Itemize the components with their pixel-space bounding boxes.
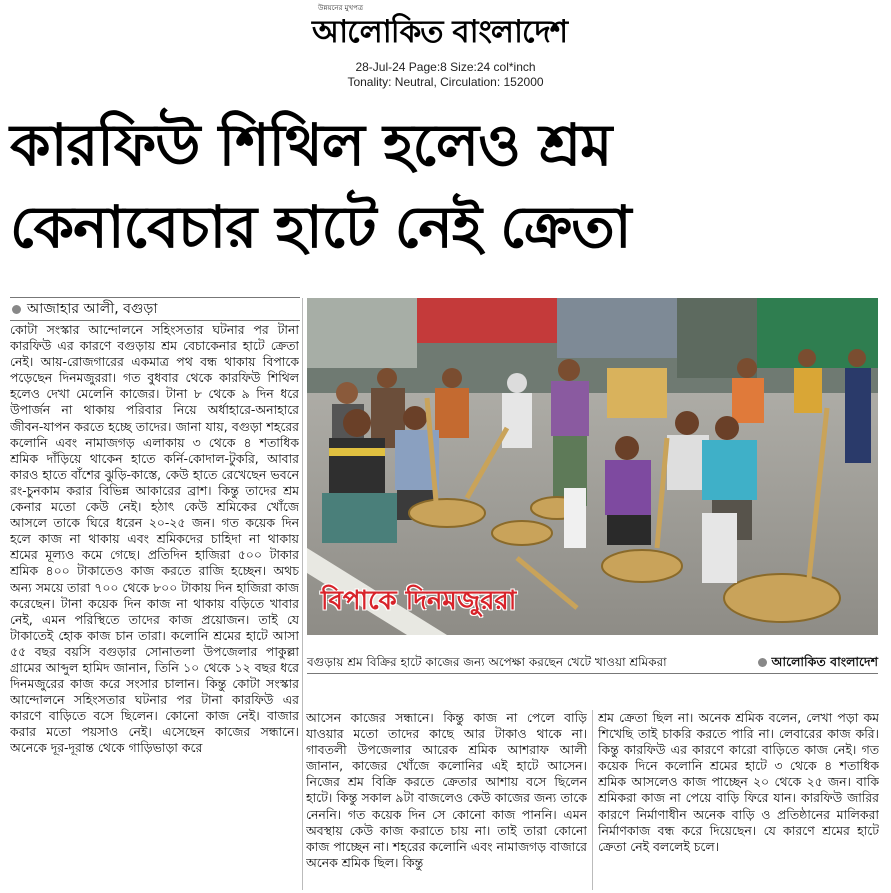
headline-line-2: কেনাবেচার হাটে নেই ক্রেতা (10, 193, 631, 261)
clipping-meta-date-page: 28-Jul-24 Page:8 Size:24 col*inch (355, 60, 536, 74)
news-photo (307, 298, 878, 635)
photo-credit-text: আলোকিত বাংলাদেশ (771, 654, 878, 669)
byline-text: আজাহার আলী, বগুড়া (27, 301, 158, 317)
photo-caption-text: বগুড়ায় শ্রম বিক্রির হাটে কাজের জন্য অপেক্ষা করছেন খেটে খাওয়া শ্রমিকরা (307, 655, 667, 669)
masthead-tagline: উন্নয়নের মুখপত্র (318, 4, 364, 12)
article-column-2: আসেন কাজের সন্ধানে। কিন্তু কাজ না পেলে বাড়ি যাওয়ার মতো তাদের কাছে আর টাকাও থাকে না। গাবতলী উপজেলার আরেক শ্রমিক আশরাফ আলী জানান, কাজের খোঁজে কলোনির এই হাটে আসেন। নিজের শ্রম বিক্রি করতে ক্রেতার আশায় বসে ছিলেন হাটে। কিন্তু সকাল ৯টা বাজলেও কেউ কাজের জন্য তাকে নেননি। গত কয়েক দিন সে কোনো কাজ পাননি। এমন অবস্থায় কেউ কাজ করাতে চায় না। তাই তারা কোনো কাজ পাচ্ছেন না। শহরের কলোনি এবং নামাজগড় বাজারে অনেক শ্রমিক ছিল। কিন্তু (306, 710, 587, 870)
photo-caption (307, 651, 878, 674)
headline-line-1: কারফিউ শিথিল হলেও শ্রম (10, 111, 612, 179)
article-column-1: কোটা সংস্কার আন্দোলনে সহিংসতার ঘটনার পর টানা কারফিউ এর কারণে বগুড়ায় শ্রম বেচাকেনার হাটে ক্রেতা নেই। আয়-রোজগারের একমাত্র পথ বন্ধ থাকায় বিপাকে পড়েছেন দিনমজুররা। গত বুধবার থেকে কারফিউ শিথিল হলেও দেখা মেলেনি কাজের। টানা ৮ থেকে ৯ দিন ধরে উপার্জন না থাকায় পরিবার নিয়ে অর্ধাহারে-অনাহারে জীবন-যাপন করতে হচ্ছে তাদের। জানা যায়, বগুড়া শহরের কলোনি এবং নামাজগড় এলাকায় ৩ থেকে ৪ শতাধিক শ্রমিক দাঁড়িয়ে থাকেন হাতে কর্নি-কোদাল-টুকরি, আবার কারও হাতে বাঁশের ঝুড়ি-কাস্তে, কেউ হাতে রেখেছেন ভবনে রং-চুনকাম করার বিভিন্ন আকারের ব্রাশ। কিন্তু তাদের শ্রম কেনার মতো কেউ নেই। হঠাৎ কেউ শ্রমিকের খোঁজে আসলে তাকে ঘিরে ধরেন ২০-২৫ জন। গত কয়েক দিন হলে কাজ না থাকায় এবং শ্রমিকদের চাহিদা না থাকায় শ্রমের মূল্যও কমে গেছে। প্রতিদিন হাজিরা ৫০০ টাকার শ্রমিক ৪০০ টাকাতেও কাজ করতে রাজি হচ্ছেন। অথচ অন্য সময়ে তারা ৭০০ থেকে ৮০০ টাকায় দিন হাজিরা কাজ করেছেন। টানা কয়েক দিন কাজ না থাকায় বড়িতে খাবার নেই, এমন পরিস্থিতে তাদের কাজ প্রয়োজন। তাই যে টাকাতেই হোক কাজ চান তারা। কলোনি শ্রমের হাটে আসা ৫৫ বছর বয়সি বগুড়ার সোনাতলা উপজেলার পাকুল্লা গ্রামের আব্দুল হামিদ জানান, তিনি ১০ থেকে ১২ বছর ধরে দিনমজুরের কাজ করে সংসার চালান। কিন্তু কোটা সংস্কার আন্দোলনে সহিংসতার ঘটনার পর টানা কারফিউ এর কারণে বাড়িতে বসে ছিলেন। কোনো কাজ নেই। বাজার করার মতো পয়সাও নেই। এসেছেন কাজের সন্ধানে। অনেকে দূর-দূরান্ত থেকে গাড়িভাড়া করে (10, 322, 299, 756)
photo-overlay-text: বিপাকে দিনমজুররা (321, 586, 517, 616)
column-divider (302, 298, 303, 890)
newspaper-logo: আলোকিত বাংলাদেশ (312, 14, 568, 50)
article-column-3: শ্রম ক্রেতা ছিল না। অনেক শ্রমিক বলেন, লেখা পড়া কম শিখেছি তাই চাকরি করতে পারি না। লেবারের কাজ করি। কিন্তু কারফিউ এর কারণে কারো বাড়িতে কাজ নেই। গত কয়েক দিনে কলোনি শ্রমের হাটে ৩ থেকে ৪ শতাধিক শ্রমিক আসলেও কাজ পাচ্ছেন ২০ থেকে ২৫ জন। বাকি শ্রমিকরা কাজ না পেয়ে বাড়ি ফিরে যান। কারফিউ জারির কারণে নির্মাণাধীন অনেক বাড়ি ও প্রতিষ্ঠানের মালিকরা নির্মাণকাজ বন্ধ করে দিয়েছেন। যে কারণে শ্রমের হাটে ক্রেতা নেই বললেই চলে। (598, 710, 879, 854)
column-divider (592, 710, 593, 890)
masthead (0, 0, 891, 95)
byline-bullet-icon (12, 305, 21, 314)
photo-credit (758, 651, 878, 673)
article-headline (10, 104, 885, 268)
credit-bullet-icon (758, 658, 767, 667)
clipping-meta-tonality: Tonality: Neutral, Circulation: 152000 (347, 75, 544, 89)
byline (10, 297, 300, 321)
